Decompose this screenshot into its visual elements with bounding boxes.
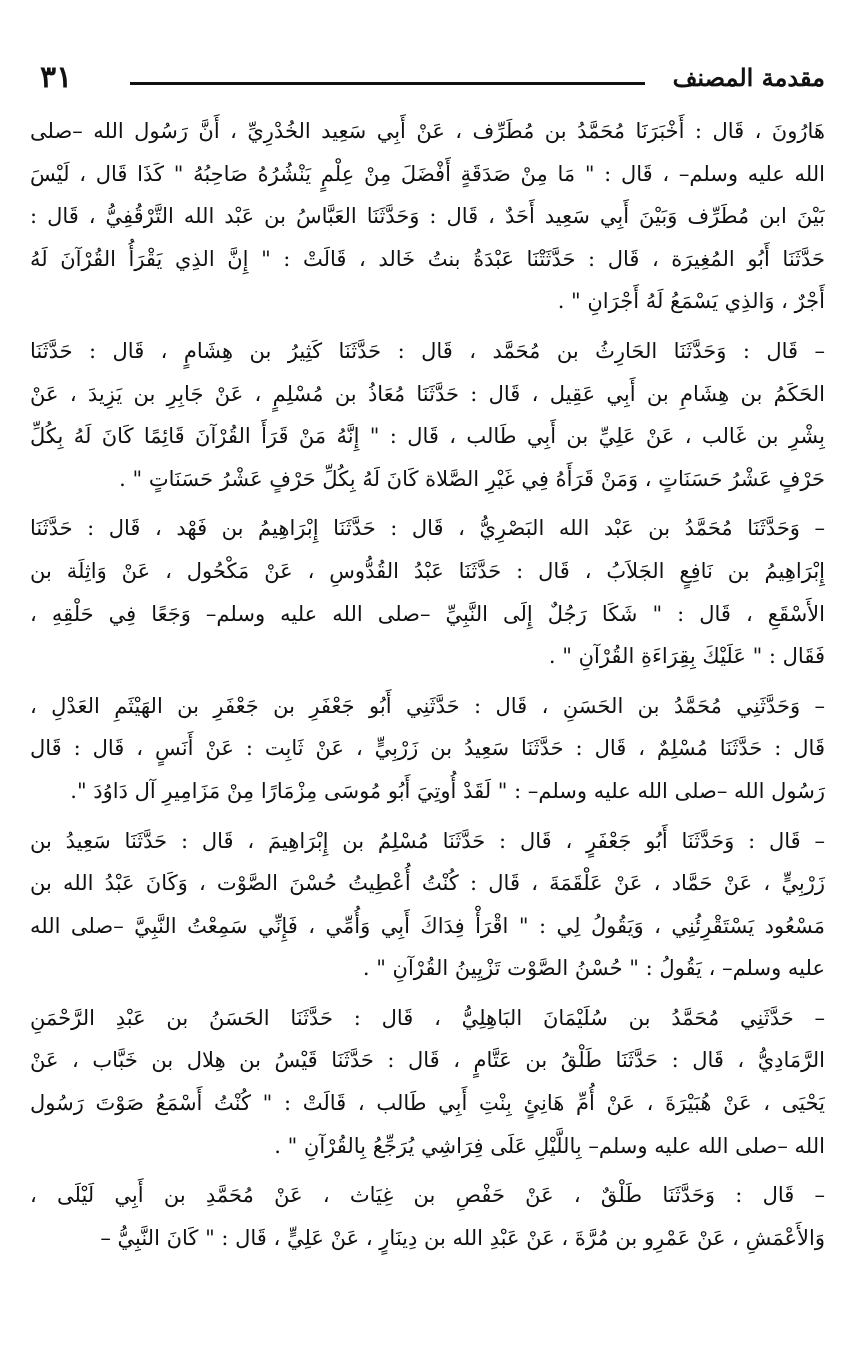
page-number: ٣١	[40, 60, 73, 95]
text-line: رَسُول الله –صلى الله عليه وسلم– : " لَقَدْ أُوتِيَ أَبُو مُوسَى مِزْمَارًا مِنْ مَزَامِيرِ آل دَاوُدَ ".	[70, 778, 825, 803]
text-line: – وَحَدَّثَنِي مُحَمَّدُ بن الحَسَنِ ، قَال : حَدَّثَنِي أَبُو جَعْفَرِ بن جَعْفَرِ بن الهَيْثَمِ العَدْلِ ،	[30, 693, 825, 718]
text-line: حَدَّثَنَا أَبُو المُغِيرَة ، قَال : حَدَّثَتْنَا عَبْدَةُ بنتُ خَالد ، قَالَتْ : " إِنَّ الذِي يَقْرَأُ القُرْآنَ لَهُ	[30, 246, 825, 271]
text-line: – وَحَدَّثَنَا مُحَمَّدُ بن عَبْد الله البَصْرِيُّ ، قَال : حَدَّثَنَا إِبْرَاهِيمُ بن فَهْد ، قَال : حَدَّثَنَا	[30, 516, 825, 541]
text-line: – قَال : وَحَدَّثَنَا الحَارِثُ بن مُحَمَّد ، قَال : حَدَّثَنَا كَثِيرُ بن هِشَامٍ ، قَال : حَدَّثَنَا	[30, 338, 825, 363]
text-line: قَال : حَدَّثَنَا مُسْلِمٌ ، قَال : حَدَّثَنَا سَعِيدُ بن زَرْبِيٍّ ، عَنْ ثَابِت : عَنْ أَنَسٍ ، قَال : قَال	[30, 736, 825, 761]
text-line: فَقَال : " عَلَيْكَ بِقِرَاءَةِ القُرْآنِ " .	[548, 644, 825, 669]
text-line: زَرْبِيٍّ ، عَنْ حَمَّاد ، عَنْ عَلْقَمَةَ ، قَال : كُنْتُ أُعْطِيتُ حُسْنَ الصَّوْت ، وَكَانَ عَبْدُ الله بن	[30, 871, 825, 896]
text-line: الرَّمَادِيُّ ، قَال : حَدَّثَنَا طَلْقُ بن عَتَّامٍ ، قَال : حَدَّثَنَا قَيْسُ بن هِلال بن خَبَّاب ، عَنْ	[30, 1048, 825, 1073]
text-line: – قَال : وَحَدَّثَنَا أَبُو جَعْفَرٍ ، قَال : حَدَّثَنَا مُسْلِمُ بن إِبْرَاهِيمَ ، قَال : حَدَّثَنَا سَعِيدُ بن	[30, 828, 825, 853]
page-body	[30, 110, 825, 1266]
text-line: وَالأَعْمَشِ ، عَنْ عَمْرِو بن مُرَّةَ ، عَنْ عَبْدِ الله بن دِينَارٍ ، عَنْ عَلِيٍّ ، قَال : " كَانَ النَّبِيُّ –	[100, 1225, 825, 1250]
text-line: الأَسْقَعِ ، قَال : " شَكَا رَجُلٌ إِلَى النَّبِيِّ –صلى الله عليه وسلم– وَجَعًا فِي حَلْقِهِ ،	[30, 601, 825, 626]
hadith-paragraph	[30, 330, 825, 500]
text-line: الله –صلى الله عليه وسلم– بِاللَّيْلِ عَلَى فِرَاشِي يُرَجِّعُ بِالقُرْآنِ " .	[274, 1133, 825, 1158]
text-line: – قَال : وَحَدَّثَنَا طَلْقٌ ، عَنْ حَفْصِ بن غِيَاث ، عَنْ مُحَمَّدِ بن أَبِي لَيْلَى ،	[30, 1183, 825, 1208]
page-header	[30, 58, 825, 98]
text-line: يَحْيَى ، عَنْ هُبَيْرَةَ ، عَنْ أُمِّ هَانِئٍ بِنْتِ أَبِي طَالب ، قَالَتْ : " كُنْتُ أَسْمَعُ صَوْتَ رَسُول	[30, 1091, 825, 1116]
running-title: مقدمة المصنف	[672, 63, 825, 92]
text-line: – حَدَّثَنِي مُحَمَّدُ بن سُلَيْمَانَ البَاهِلِيُّ ، قَال : حَدَّثَنَا الحَسَنُ بن عَبْدِ الرَّحْمَنِ	[30, 1005, 825, 1030]
hadith-paragraph	[30, 507, 825, 677]
text-line: بِشْرِ بن غَالب ، عَنْ عَلِيِّ بن أَبِي طَالب ، قَال : " إِنَّهُ مَنْ قَرَأَ القُرْآنَ قَائِمًا كَانَ لَهُ بِكُلِّ	[30, 424, 825, 449]
text-line: أَجْرٌ ، وَالذِي يَسْمَعُ لَهُ أَجْرَانِ " .	[557, 289, 825, 314]
hadith-paragraph	[30, 997, 825, 1167]
header-rule	[130, 82, 645, 85]
text-line: مَسْعُود يَسْتَقْرِئُنِي ، وَيَقُولُ لِي : " اقْرَأْ فِدَاكَ أَبِي وَأُمِّي ، فَإِنِّي سَمِعْتُ النَّبِيَّ –صلى الله	[30, 913, 825, 938]
hadith-paragraph	[30, 685, 825, 813]
hadith-paragraph	[30, 1174, 825, 1259]
text-line: الله عليه وسلم– ، قَال : " مَا مِنْ صَدَقَةٍ أَفْضَلَ مِنْ عِلْمٍ يَنْشُرُهُ صَاحِبُهُ " كَذَا قَال ، لَيْسَ	[30, 161, 825, 186]
hadith-paragraph	[30, 820, 825, 990]
text-line: بَيْنَ ابن مُطَرِّف وَبَيْنَ أَبِي سَعِيد أَحَدٌ ، قَال : وَحَدَّثَنَا العَبَّاسُ بن عَبْد الله التَّرْقُفِيُّ ، قَال :	[30, 204, 825, 229]
text-line: هَارُونَ ، قَال : أَخْبَرَنَا مُحَمَّدُ بن مُطَرِّف ، عَنْ أَبِي سَعِيد الخُدْرِيِّ ، أَنَّ رَسُول الله –صلى	[30, 119, 825, 143]
hadith-paragraph	[30, 110, 825, 323]
text-line: إِبْرَاهِيمُ بن نَافِعٍ الجَلاَبُ ، قَال : حَدَّثَنَا عَبْدُ القُدُّوسِ ، عَنْ مَكْحُول ، عَنْ وَاثِلَة بن	[30, 558, 825, 583]
text-line: عليه وسلم– ، يَقُولُ : " حُسْنُ الصَّوْت تَزْيِينُ القُرْآنِ " .	[362, 956, 825, 981]
text-line: حَرْفٍ عَشْرُ حَسَنَاتٍ ، وَمَنْ قَرَأَهُ فِي غَيْرِ الصَّلاة كَانَ لَهُ بِكُلِّ حَرْفٍ عَشْرُ حَسَنَاتٍ " .	[119, 466, 825, 491]
text-line: الحَكَمُ بن هِشَامِ بن أَبِي عَقِيل ، قَال : حَدَّثَنَا مُعَاذُ بن مُسْلِمٍ ، عَنْ جَابِرِ بن يَزِيدَ ، عَنْ	[30, 381, 825, 406]
